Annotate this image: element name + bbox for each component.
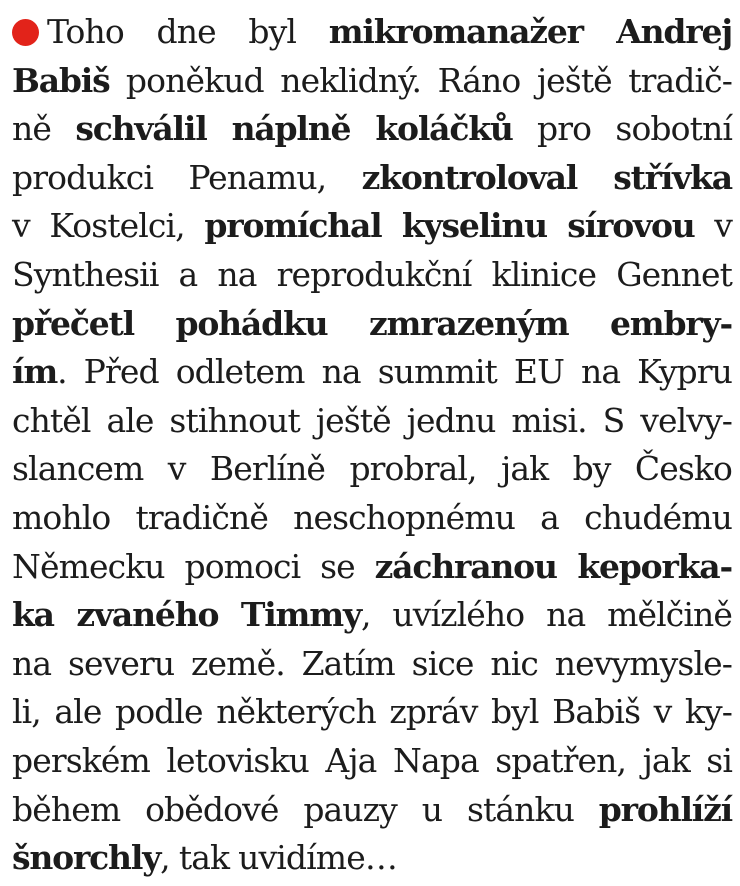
paragraph-line-3 [12,105,732,154]
text-segment: v Kostelci, [12,206,205,246]
text-segment: , tak uvidíme… [160,838,397,878]
text-segment: pro sobotní [512,109,732,149]
paragraph-line-12 [12,543,732,592]
text-segment: , uvízlého na mělčině [360,595,732,635]
bold-text-segment: přečetl pohádku zmrazeným embry- [12,303,732,343]
paragraph-line-9 [12,397,732,446]
text-segment: Synthesii a na reprodukční klinice Gennet [12,254,732,294]
paragraph-line-18 [12,834,732,883]
paragraph-line-4 [12,154,732,203]
paragraph-line-6 [12,251,732,300]
bold-text-segment: šnorchly [12,838,161,878]
paragraph-line-10 [12,445,732,494]
text-segment: . Před odletem na summit EU na Kypru [57,352,732,392]
bold-text-segment: prohlíží [598,789,732,829]
text-segment: mohlo tradičně neschopnému a chudému [12,497,732,537]
text-segment: perském letovisku Aja Napa spatřen, jak si [12,740,732,780]
paragraph-line-11 [12,494,732,543]
bold-text-segment: zkontroloval střívka [361,157,732,197]
bold-text-segment: schválil náplně koláčků [75,109,513,149]
paragraph-line-8 [12,348,732,397]
red-bullet-icon [12,19,39,46]
bold-text-segment: ka zvaného Timmy [12,595,361,635]
bold-text-segment: Babiš [12,60,110,100]
paragraph-line-13 [12,591,732,640]
text-segment: chtěl ale stihnout ještě jednu misi. S velvy- [12,400,732,440]
text-segment: na severu země. Zatím sice nic nevymysle- [12,643,732,683]
paragraph-line-7 [12,300,732,349]
paragraph-line-5 [12,202,732,251]
paragraph-line-15 [12,688,732,737]
text-segment: slancem v Berlíně probral, jak by Česko [12,449,732,489]
text-segment: během obědové pauzy u stánku [12,789,599,829]
text-segment: Německu pomoci se [12,546,375,586]
bold-text-segment: záchranou keporka- [374,546,732,586]
text-segment: li, ale podle některých zpráv byl Babiš v ky- [12,692,732,732]
bold-text-segment: mikromanažer Andrej [328,12,733,51]
text-segment: produkci Penamu, [12,157,362,197]
text-segment: v [694,206,732,246]
bold-text-segment: promíchal kyselinu sírovou [204,206,695,246]
paragraph-line-16 [12,737,732,786]
text-segment: poněkud neklidný. Ráno ještě tradič- [109,60,732,100]
bold-text-segment: ím [12,352,58,392]
paragraph-line-14 [12,640,732,689]
paragraph-line-2 [12,57,732,106]
text-segment: Toho dne byl [47,12,329,51]
paragraph-line-1 [12,8,732,57]
paragraph-line-17 [12,786,732,835]
text-segment: ně [12,109,76,149]
